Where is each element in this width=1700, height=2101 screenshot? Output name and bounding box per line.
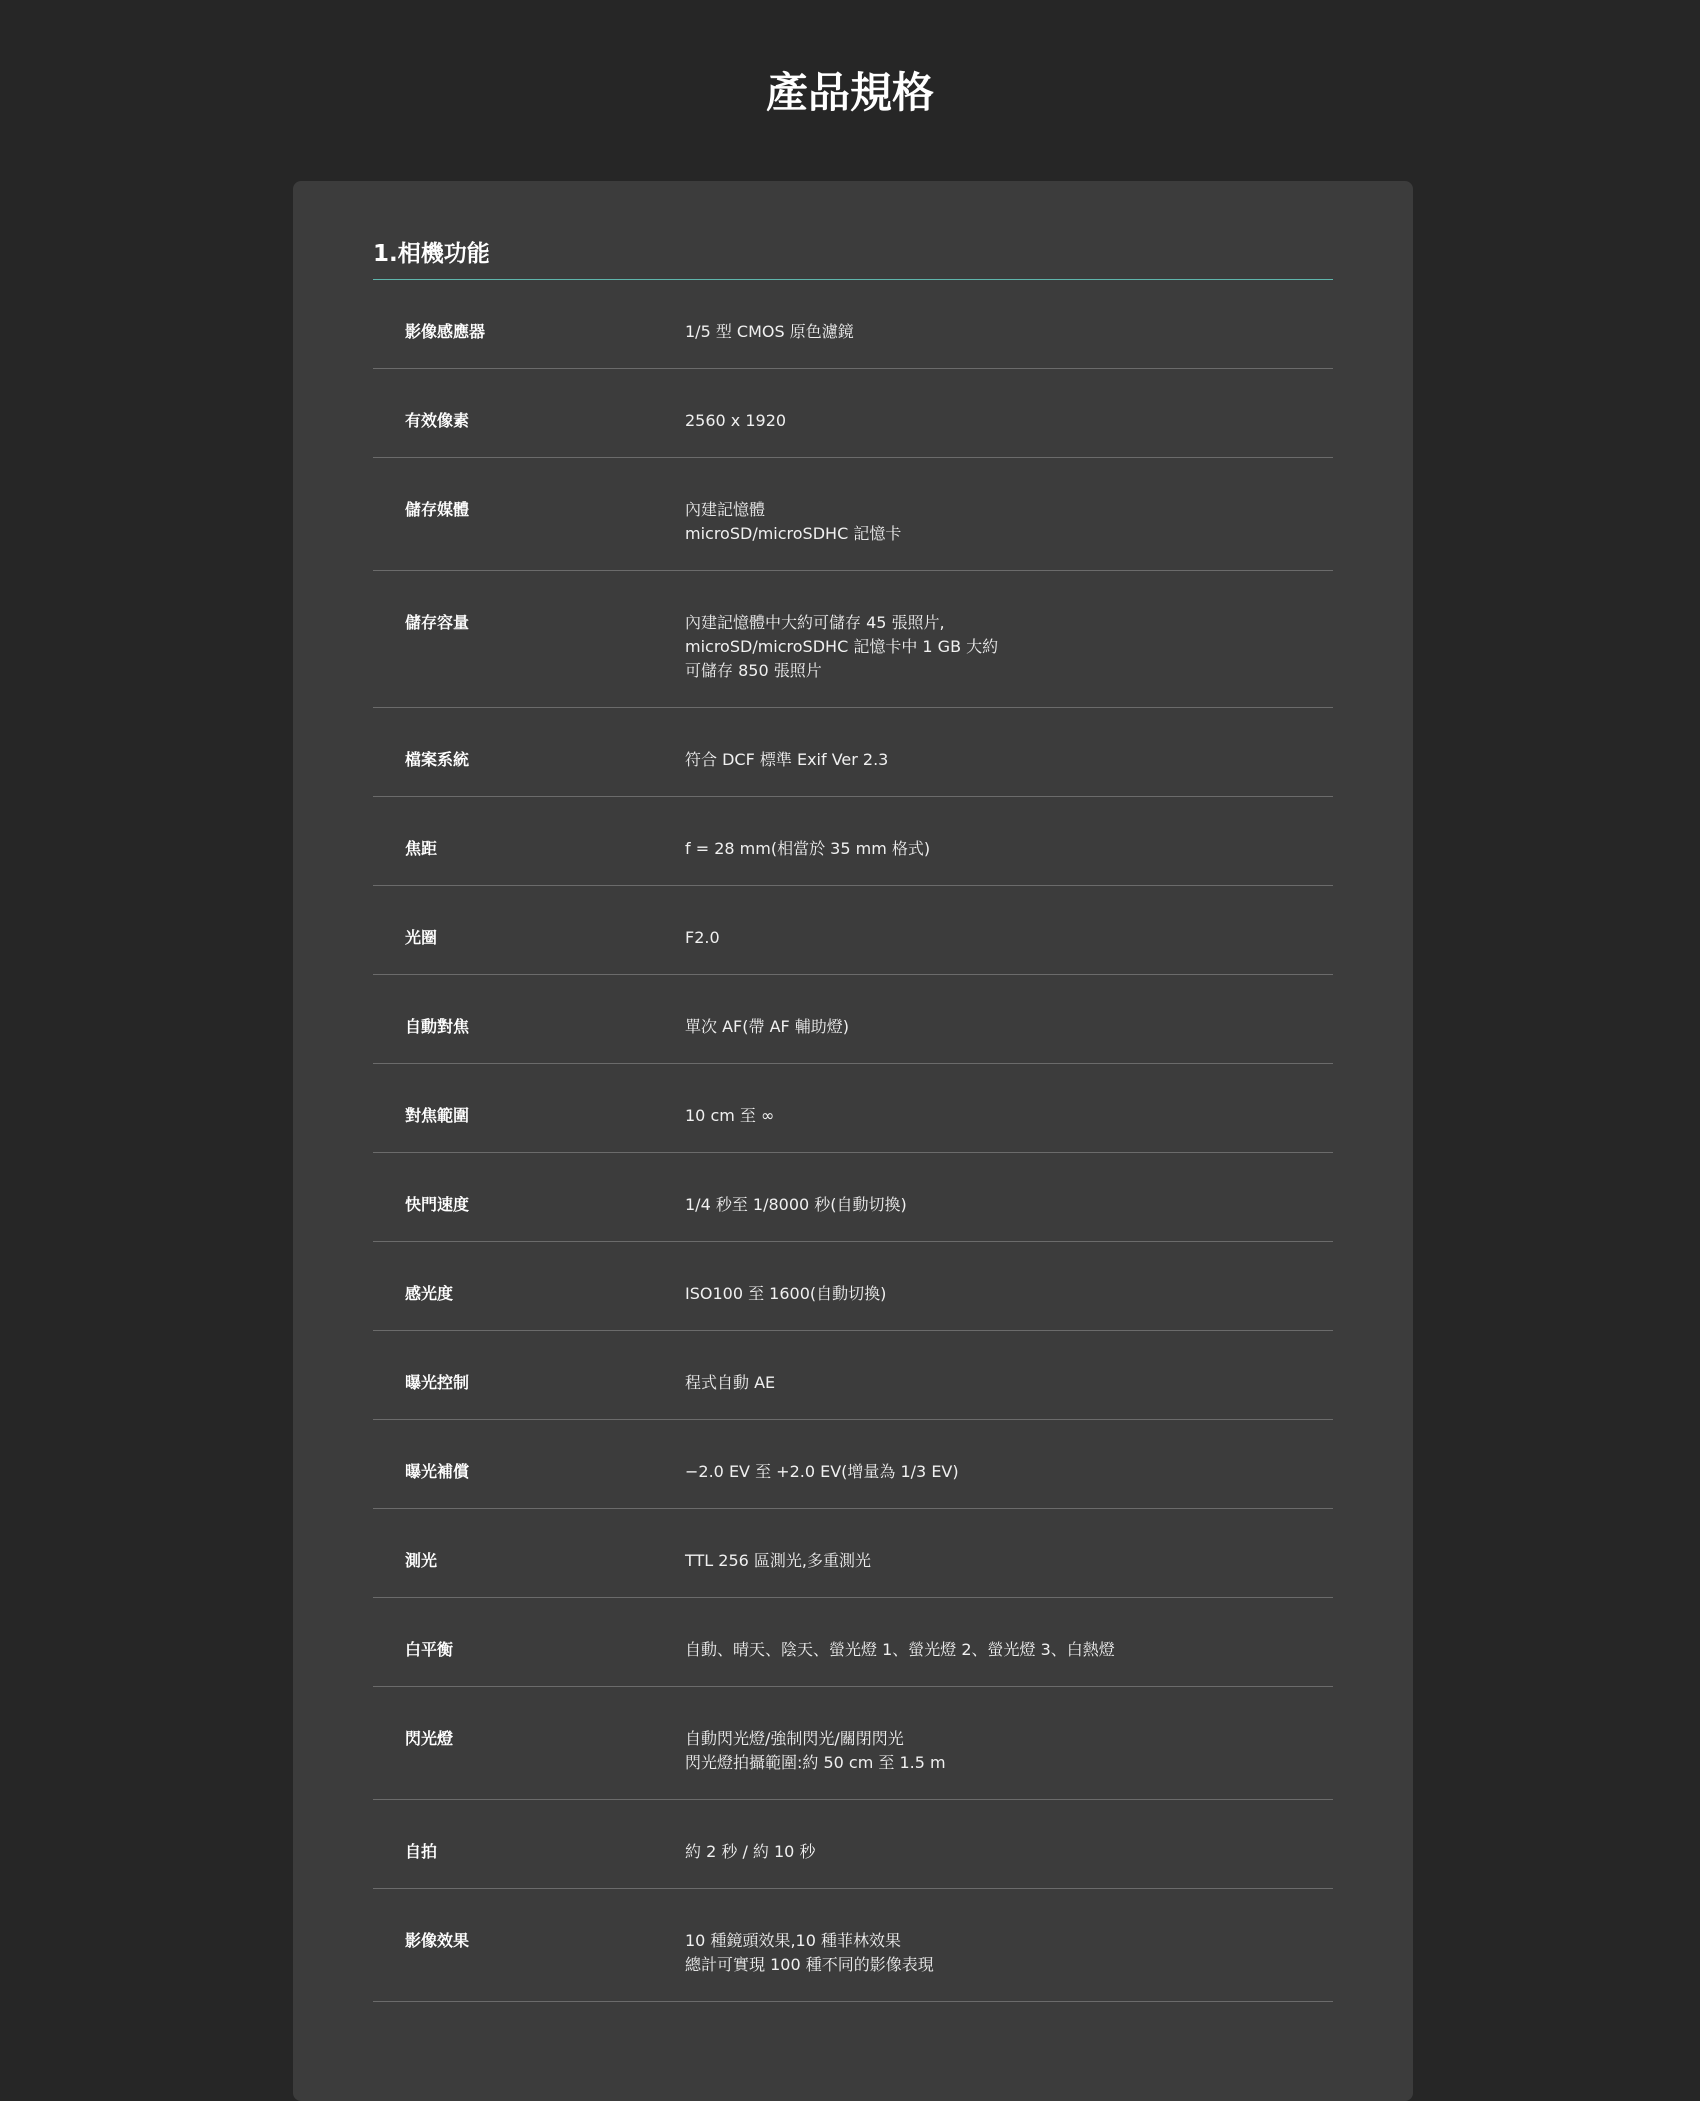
spec-row bbox=[373, 1153, 1333, 1242]
spec-value bbox=[685, 1104, 774, 1128]
spec-value-line: microSD/microSDHC 記憶卡中 1 GB 大約 bbox=[685, 637, 999, 656]
spec-label: 白平衡 bbox=[405, 1640, 454, 1659]
spec-value-line: F2.0 bbox=[685, 928, 720, 947]
spec-card bbox=[293, 181, 1413, 2101]
spec-row bbox=[373, 1687, 1333, 1800]
spec-value-line: microSD/microSDHC 記憶卡 bbox=[685, 524, 902, 543]
spec-row bbox=[373, 571, 1333, 708]
spec-value-line: 程式自動 AE bbox=[685, 1373, 776, 1392]
spec-value-line: TTL 256 區測光,多重測光 bbox=[685, 1551, 871, 1570]
spec-row bbox=[373, 1420, 1333, 1509]
spec-value bbox=[685, 1015, 849, 1039]
spec-label: 快門速度 bbox=[405, 1195, 470, 1214]
spec-label: 曝光補償 bbox=[405, 1462, 470, 1481]
spec-value-line: 1/5 型 CMOS 原色濾鏡 bbox=[685, 322, 854, 341]
spec-value-line: 約 2 秒 / 約 10 秒 bbox=[685, 1842, 816, 1861]
spec-value-line: −2.0 EV 至 +2.0 EV(增量為 1/3 EV) bbox=[685, 1462, 959, 1481]
spec-value-line: 10 種鏡頭效果,10 種菲林效果 bbox=[685, 1931, 901, 1950]
spec-label: 感光度 bbox=[405, 1284, 454, 1303]
spec-value bbox=[685, 1460, 959, 1484]
spec-value bbox=[685, 1282, 886, 1306]
spec-row bbox=[373, 708, 1333, 797]
spec-value-line: 自動閃光燈/強制閃光/關閉閃光 bbox=[685, 1729, 904, 1748]
spec-label: 曝光控制 bbox=[405, 1373, 470, 1392]
spec-row bbox=[373, 975, 1333, 1064]
spec-value-line: 自動、晴天、陰天、螢光燈 1、螢光燈 2、螢光燈 3、白熱燈 bbox=[685, 1640, 1115, 1659]
spec-value-line: 2560 x 1920 bbox=[685, 411, 787, 430]
spec-row bbox=[373, 280, 1333, 369]
spec-value bbox=[685, 1638, 1115, 1662]
spec-row bbox=[373, 369, 1333, 458]
spec-value bbox=[685, 611, 998, 683]
spec-value-line: ISO100 至 1600(自動切換) bbox=[685, 1284, 887, 1303]
spec-row bbox=[373, 1800, 1333, 1889]
spec-value bbox=[685, 320, 854, 344]
spec-value bbox=[685, 1371, 775, 1395]
spec-value-line: 1/4 秒至 1/8000 秒(自動切換) bbox=[685, 1195, 907, 1214]
spec-label: 有效像素 bbox=[405, 411, 470, 430]
spec-value-line: 內建記憶體中大約可儲存 45 張照片, bbox=[685, 613, 945, 632]
spec-value bbox=[685, 1840, 815, 1864]
spec-value bbox=[685, 837, 930, 861]
section-title: 1.相機功能 bbox=[373, 241, 490, 267]
spec-row bbox=[373, 797, 1333, 886]
spec-value bbox=[685, 748, 888, 772]
spec-label: 儲存媒體 bbox=[405, 500, 470, 519]
spec-value-line: 可儲存 850 張照片 bbox=[685, 661, 822, 680]
spec-label: 檔案系統 bbox=[405, 750, 470, 769]
spec-label: 對焦範圍 bbox=[405, 1106, 470, 1125]
spec-row bbox=[373, 1889, 1333, 2002]
spec-label: 焦距 bbox=[405, 839, 438, 858]
spec-value bbox=[685, 498, 901, 546]
spec-value-line: 單次 AF(帶 AF 輔助燈) bbox=[685, 1017, 850, 1036]
spec-value bbox=[685, 1929, 934, 1977]
spec-value-line: 10 cm 至 ∞ bbox=[685, 1106, 775, 1125]
spec-label: 自動對焦 bbox=[405, 1017, 470, 1036]
spec-label: 測光 bbox=[405, 1551, 438, 1570]
spec-row bbox=[373, 1331, 1333, 1420]
spec-table bbox=[373, 280, 1333, 2002]
spec-value bbox=[685, 1727, 946, 1775]
spec-value bbox=[685, 409, 786, 433]
camera-features-section bbox=[373, 181, 1333, 2002]
spec-label: 影像感應器 bbox=[405, 322, 486, 341]
spec-value bbox=[685, 1193, 907, 1217]
spec-row bbox=[373, 1242, 1333, 1331]
spec-value-line: f = 28 mm(相當於 35 mm 格式) bbox=[685, 839, 931, 858]
spec-value-line: 符合 DCF 標準 Exif Ver 2.3 bbox=[685, 750, 889, 769]
spec-row bbox=[373, 886, 1333, 975]
spec-row bbox=[373, 1064, 1333, 1153]
spec-value bbox=[685, 926, 720, 950]
spec-value-line: 總計可實現 100 種不同的影像表現 bbox=[685, 1955, 934, 1974]
spec-value-line: 閃光燈拍攝範圍:約 50 cm 至 1.5 m bbox=[685, 1753, 946, 1772]
spec-label: 光圈 bbox=[405, 928, 438, 947]
page-title: 產品規格 bbox=[765, 68, 934, 117]
spec-value bbox=[685, 1549, 871, 1573]
spec-label: 閃光燈 bbox=[405, 1729, 454, 1748]
spec-row bbox=[373, 458, 1333, 571]
spec-label: 儲存容量 bbox=[405, 613, 470, 632]
spec-label: 自拍 bbox=[405, 1842, 438, 1861]
spec-row bbox=[373, 1509, 1333, 1598]
spec-label: 影像效果 bbox=[405, 1931, 470, 1950]
spec-value-line: 內建記憶體 bbox=[685, 500, 766, 519]
spec-row bbox=[373, 1598, 1333, 1687]
